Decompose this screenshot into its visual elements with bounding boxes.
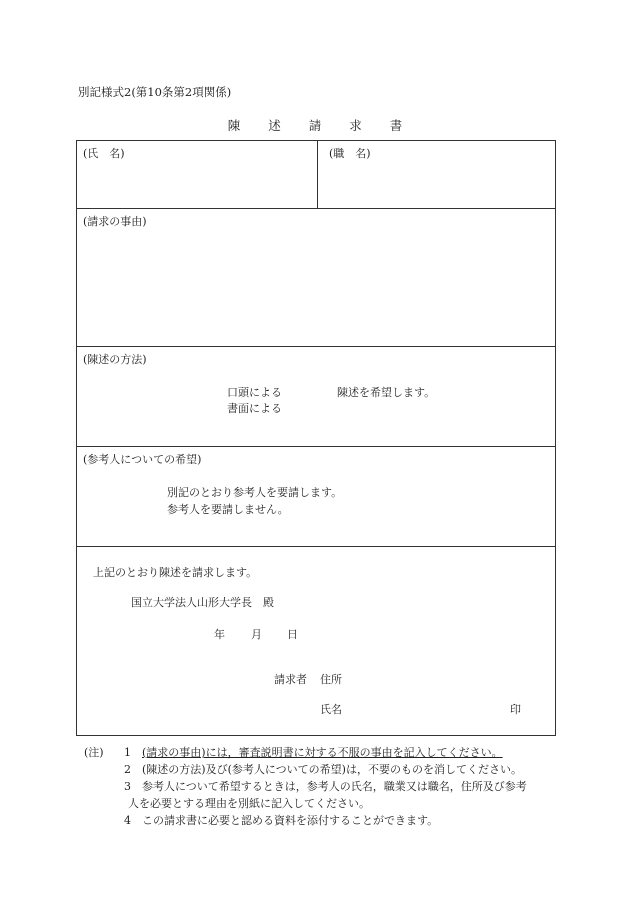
job-title-label: (職 名) xyxy=(329,147,371,160)
method-option-written: 書面による xyxy=(227,402,282,415)
note-text: (陳述の方法)及び(参考人についての希望)は，不要のものを消してください。 xyxy=(142,763,522,776)
form-number: 別記様式2(第10条第2項関係) xyxy=(78,85,232,99)
date-year-label: 年 xyxy=(214,628,225,641)
requester-name-label: 氏名 xyxy=(320,703,342,716)
document-title xyxy=(0,116,630,134)
method-wish-text: 陳述を希望します。 xyxy=(337,386,436,399)
address-label: 住所 xyxy=(320,673,342,686)
note-number: 3 xyxy=(124,780,131,793)
request-statement: 上記のとおり陳述を請求します。 xyxy=(93,566,258,579)
note-number: 4 xyxy=(124,814,131,827)
title-char: 陳 xyxy=(227,118,241,133)
reference-option-request: 別記のとおり参考人を要請します。 xyxy=(167,486,343,499)
reference-person-section xyxy=(77,447,555,547)
statement-method-section xyxy=(77,347,555,447)
method-label: (陳述の方法) xyxy=(83,353,147,366)
seal-label: 印 xyxy=(510,703,521,716)
notes-prefix: (注) xyxy=(84,746,104,759)
requester-label: 請求者 xyxy=(274,673,307,686)
title-char: 述 xyxy=(268,118,281,133)
note-text-continued: 人を必要とする理由を別紙に記入してください。 xyxy=(128,797,370,810)
title-char: 求 xyxy=(349,118,362,133)
note-text: この請求書に必要と認める資料を添付することができます。 xyxy=(142,814,439,827)
reference-label: (参考人についての希望) xyxy=(83,453,202,466)
addressee: 国立大学法人山形大学長 殿 xyxy=(131,596,274,609)
note-number: 2 xyxy=(124,763,131,776)
title-char: 請 xyxy=(308,118,322,133)
note-text: (請求の事由)には，審査説明書に対する不服の事由を記入してください。 xyxy=(142,746,503,759)
name-label: (氏 名) xyxy=(83,147,125,160)
reference-option-no-request: 参考人を要請しません。 xyxy=(167,503,289,516)
date-day-label: 日 xyxy=(287,628,298,641)
reason-label: (請求の事由) xyxy=(83,215,147,228)
method-option-oral: 口頭による xyxy=(227,386,282,399)
note-text: 参考人について希望するときは，参考人の氏名，職業又は職名，住所及び参考 xyxy=(142,780,527,793)
date-month-label: 月 xyxy=(251,628,262,641)
cell-divider xyxy=(317,141,318,209)
title-char: 書 xyxy=(389,118,403,133)
request-form xyxy=(76,140,556,736)
request-statement-section xyxy=(77,547,555,737)
name-job-row xyxy=(77,141,555,209)
note-number: 1 xyxy=(124,746,131,759)
reason-section xyxy=(77,209,555,347)
